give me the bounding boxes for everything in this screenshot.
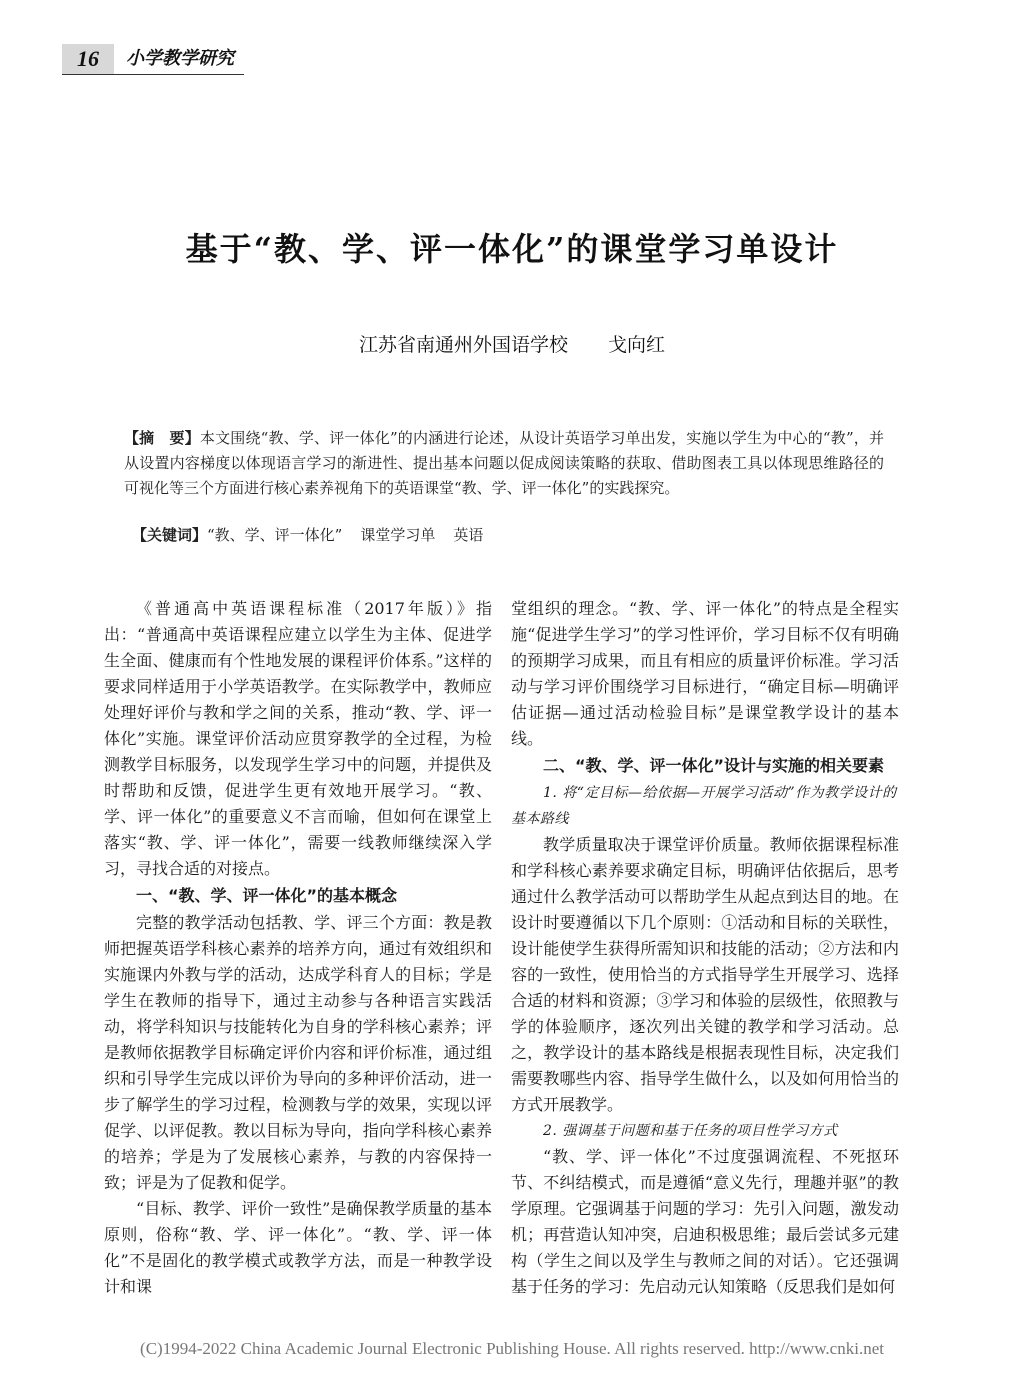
body-column-left <box>104 596 492 1300</box>
keywords-label: 【关键词】 <box>132 526 208 544</box>
running-header <box>62 44 244 75</box>
author-line <box>0 330 1024 357</box>
article-title: 基于“教、学、评一体化”的课堂学习单设计 <box>185 230 839 268</box>
journal-name: 小学教学研究 <box>126 48 234 69</box>
page-number: 16 <box>62 44 114 74</box>
body-column-right <box>511 596 899 1300</box>
body-paragraph: “目标、教学、评价一致性”是确保教学质量的基本原则，俗称“教、学、评一体化”。“教、学、评一体化”不是固化的教学模式或教学方法，而是一种教学设计和课 <box>104 1199 492 1296</box>
author-affiliation: 江苏省南通州外国语学校 <box>358 334 568 356</box>
keyword: “教、学、评一体化” <box>207 526 343 544</box>
section-heading: 一、“教、学、评一体化”的基本概念 <box>136 886 398 905</box>
body-paragraph: 《普通高中英语课程标准（2017年版）》指出：“普通高中英语课程应建立以学生为主体、促进学生全面、健康而有个性地发展的课程评价体系。”这样的要求同样适用于小学英语教学。在实际教学中，教师应处理好评价与教和学之间的关系，推动“教、学、评一体化”实施。课堂评价活动应贯穿教学的全过程，为检测教学目标服务，以发现学生学习中的问题，并提供及时帮助和反馈，促进学生更有效地开展学习。“教、学、评一体化”的重要意义不言而喻，但如何在课堂上落实“教、学、评一体化”，需要一线教师继续深入学习，寻找合适的对接点。 <box>104 599 492 878</box>
author-name: 戈向红 <box>608 334 666 356</box>
abstract <box>124 426 884 501</box>
body-paragraph: 完整的教学活动包括教、学、评三个方面：教是教师把握英语学科核心素养的培养方向，通过有效组织和实施课内外教与学的活动，达成学科育人的目标；学是学生在教师的指导下，通过主动参与各种语言实践活动，将学科知识与技能转化为自身的学科核心素养；评是教师依据教学目标确定评价内容和评价标准，通过组织和引导学生完成以评价为导向的多种评价活动，进一步了解学生的学习过程，检测教与学的效果，实现以评促学、以评促教。教以目标为导向，指向学科核心素养的培养；学是为了发展核心素养，与教的内容保持一致；评是为了促教和促学。 <box>104 913 492 1192</box>
body-paragraph: “教、学、评一体化”不过度强调流程、不死抠环节、不纠结模式，而是遵循“意义先行，理趣并驱”的教学原理。它强调基于问题的学习：先引入问题，激发动机；再营造认知冲突，启迪积极思维；最后尝试多元建构（学生之间以及学生与教师之间的对话）。它还强调基于任务的学习：先启动元认知策略（反思我们是如何 <box>511 1147 899 1296</box>
keyword: 课堂学习单 <box>360 526 436 544</box>
abstract-label: 【摘 要】 <box>124 429 200 447</box>
subsection-heading: 1. 将“定目标—给依据—开展学习活动”作为教学设计的基本路线 <box>511 785 897 827</box>
body-paragraph: 教学质量取决于课堂评价质量。教师依据课程标准和学科核心素养要求确定目标，明确评估依据后，思考通过什么教学活动可以帮助学生从起点到达目的地。在设计时要遵循以下几个原则：①活动和目标的关联性，设计能使学生获得所需知识和技能的活动；②方法和内容的一致性，使用恰当的方式指导学生开展学习、选择合适的材料和资源；③学习和体验的层级性，依照教与学的体验顺序，逐次列出关键的教学和学习活动。总之，教学设计的基本路线是根据表现性目标，决定我们需要教哪些内容、指导学生做什么，以及如何用恰当的方式开展教学。 <box>511 835 899 1114</box>
subsection-heading: 2. 强调基于问题和基于任务的项目性学习方式 <box>543 1123 838 1139</box>
abstract-text: 本文围绕“教、学、评一体化”的内涵进行论述，从设计英语学习单出发，实施以学生为中心的“教”，并从设置内容梯度以体现语言学习的渐进性、提出基本问题以促成阅读策略的获取、借助图表工具以体现思维路径的可视化等三个方面进行核心素养视角下的英语课堂“教、学、评一体化”的实践探究。 <box>124 429 884 497</box>
body-paragraph: 堂组织的理念。“教、学、评一体化”的特点是全程实施“促进学生学习”的学习性评价，学习目标不仅有明确的预期学习成果，而且有相应的质量评价标准。学习活动与学习评价围绕学习目标进行，“确定目标—明确评估证据—通过活动检验目标”是课堂教学设计的基本线。 <box>511 599 899 748</box>
keyword: 英语 <box>453 526 484 544</box>
keywords <box>124 523 884 548</box>
section-heading: 二、“教、学、评一体化”设计与实施的相关要素 <box>543 756 885 775</box>
copyright-footer: (C)1994-2022 China Academic Journal Electronic Publishing House. All rights reserved. http://www.cnki.net <box>140 1339 884 1358</box>
